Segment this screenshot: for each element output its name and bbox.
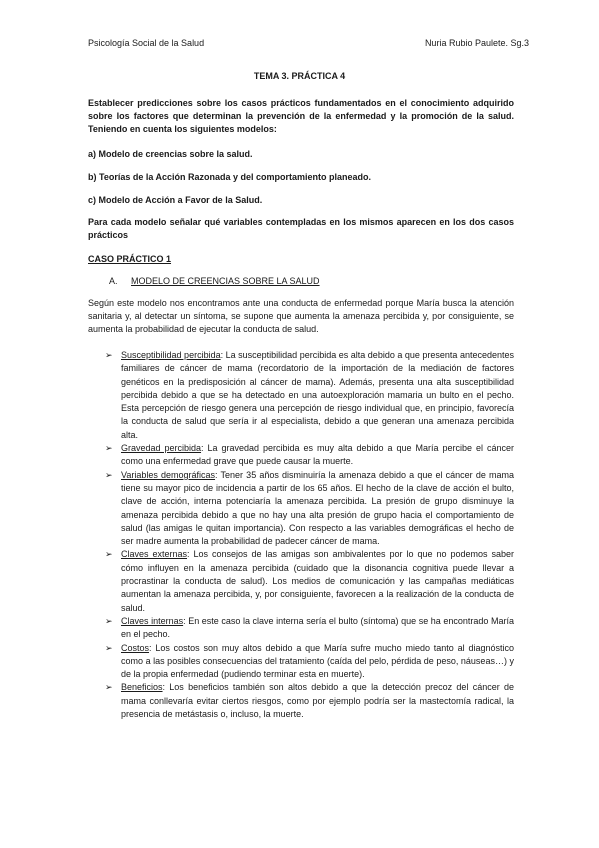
section-title: MODELO DE CREENCIAS SOBRE LA SALUD (131, 276, 320, 286)
arrow-bullet-icon: ➢ (105, 615, 113, 626)
section-letter: A. (109, 276, 118, 286)
list-item (103, 681, 514, 721)
bullet-term: Susceptibilidad percibida (121, 350, 221, 360)
section-heading (109, 276, 320, 286)
arrow-bullet-icon: ➢ (105, 549, 113, 560)
instruction-paragraph: Para cada modelo señalar qué variables contempladas en los mismos aparecen en los dos casos prácticos (88, 217, 514, 240)
arrow-bullet-icon: ➢ (105, 443, 113, 454)
bullet-term: Beneficios (121, 682, 163, 693)
bullet-term: Claves internas (121, 615, 184, 626)
bullet-text: : La susceptibilidad percibida es alta debido a que presenta antecedentes familiares de cáncer de mama (recordatorio de la importación de la mediación de factores genéticos en la predisposición al cáncer de mama). Además, presenta una alta susceptibilidad percibida debido a que se ha detectado en una autoexploración mamaria un bulto en el pecho. Esta percepción de riesgo genera una percepción de riesgo individual que, en principio, favorecía la conducta de salud que sería ir al especialista, debido a que generan una amenaza percibida alta. (121, 350, 515, 440)
model-c: c) Modelo de Acción a Favor de la Salud. (88, 195, 263, 205)
model-b: b) Teorías de la Acción Razonada y del comportamiento planeado. (88, 172, 372, 182)
arrow-bullet-icon: ➢ (105, 350, 113, 360)
section-intro: Según este modelo nos encontramos ante una conducta de enfermedad porque María busca la atención sanitaria y, al detectar un síntoma, se supone que aumenta la amenaza percibida y, por consiguiente, se aumenta la probabilidad de ejecutar la conducta de salud. (88, 298, 514, 334)
bullet-text: : La gravedad percibida es muy alta debido a que María percibe el cáncer como una enfermedad grave que puede causar la muerte. (121, 443, 514, 467)
list-item (103, 642, 514, 682)
caso-title: CASO PRÁCTICO 1 (88, 254, 172, 264)
bullet-term: Gravedad percibida (121, 443, 202, 454)
bullet-text: : Los beneficios también son altos debido a que la detección precoz del cáncer de mama conllevaría evitar ciertos riesgos, como por ejemplo podría ser la mastectomía radical, la presencia de metástasis o, incluso, la muerte. (121, 682, 514, 720)
list-item (103, 548, 514, 614)
bullet-term: Variables demográficas (121, 469, 216, 480)
model-a: a) Modelo de creencias sobre la salud. (88, 149, 253, 159)
list-item (103, 615, 514, 642)
list-item (103, 349, 514, 442)
header-author: Nuria Rubio Paulete. Sg.3 (424, 38, 529, 48)
bullet-text: : Los consejos de las amigas son ambivalentes por lo que no podemos saber cómo influyen en la amenaza percibida (cuidado que la disonancia cognitiva puede llevar a procrastinar la conducta de salud). Los medios de comunicación y las campañas mediáticas aumentan la amenaza percibida, y, por consiguiente, favorecen a la realización de la conducta de salud. (121, 549, 514, 613)
arrow-bullet-icon: ➢ (105, 642, 113, 653)
bullet-text: : Tener 35 años disminuiría la amenaza debido a que el cáncer de mama tiene su mayor pico de incidencia a partir de los 65 años. El hecho de la clave de acción el bulto, clave de acción, interna potenciaría la amenaza percibida. La presión de grupo disminuye la amenaza percibida debido a que no hay una alta presión de grupo hacia el comportamiento de salud (las amigas le quitan importancia). Con respecto a las variables demográficas el hecho de ser madre aumenta la probabilidad de padecer cáncer de mama. (121, 469, 514, 547)
page-header (88, 38, 529, 48)
bullet-list (103, 349, 514, 721)
list-item (103, 442, 514, 469)
header-course: Psicología Social de la Salud (88, 38, 205, 48)
document-title: TEMA 3. PRÁCTICA 4 (253, 71, 346, 81)
bullet-term: Costos (121, 642, 150, 653)
bullet-text: : Los costos son muy altos debido a que María sufre mucho miedo tanto al diagnóstico como a las posibles consecuencias del tratamiento (caída del pelo, pérdida de peso, náuseas…) y de la propia enfermedad (pudiendo terminar esta en muerte). (121, 642, 514, 680)
bullet-text: : En este caso la clave interna sería el bulto (síntoma) que se ha encontrado María en el pecho. (121, 615, 514, 640)
list-item (103, 469, 514, 549)
bullet-term: Claves externas (121, 549, 188, 560)
arrow-bullet-icon: ➢ (105, 682, 113, 693)
arrow-bullet-icon: ➢ (105, 469, 113, 480)
intro-paragraph: Establecer predicciones sobre los casos prácticos fundamentados en el conocimiento adquirido sobre los factores que determinan la prevención de la enfermedad y la promoción de la salud. Teniendo en cuenta los siguientes modelos: (88, 98, 514, 134)
